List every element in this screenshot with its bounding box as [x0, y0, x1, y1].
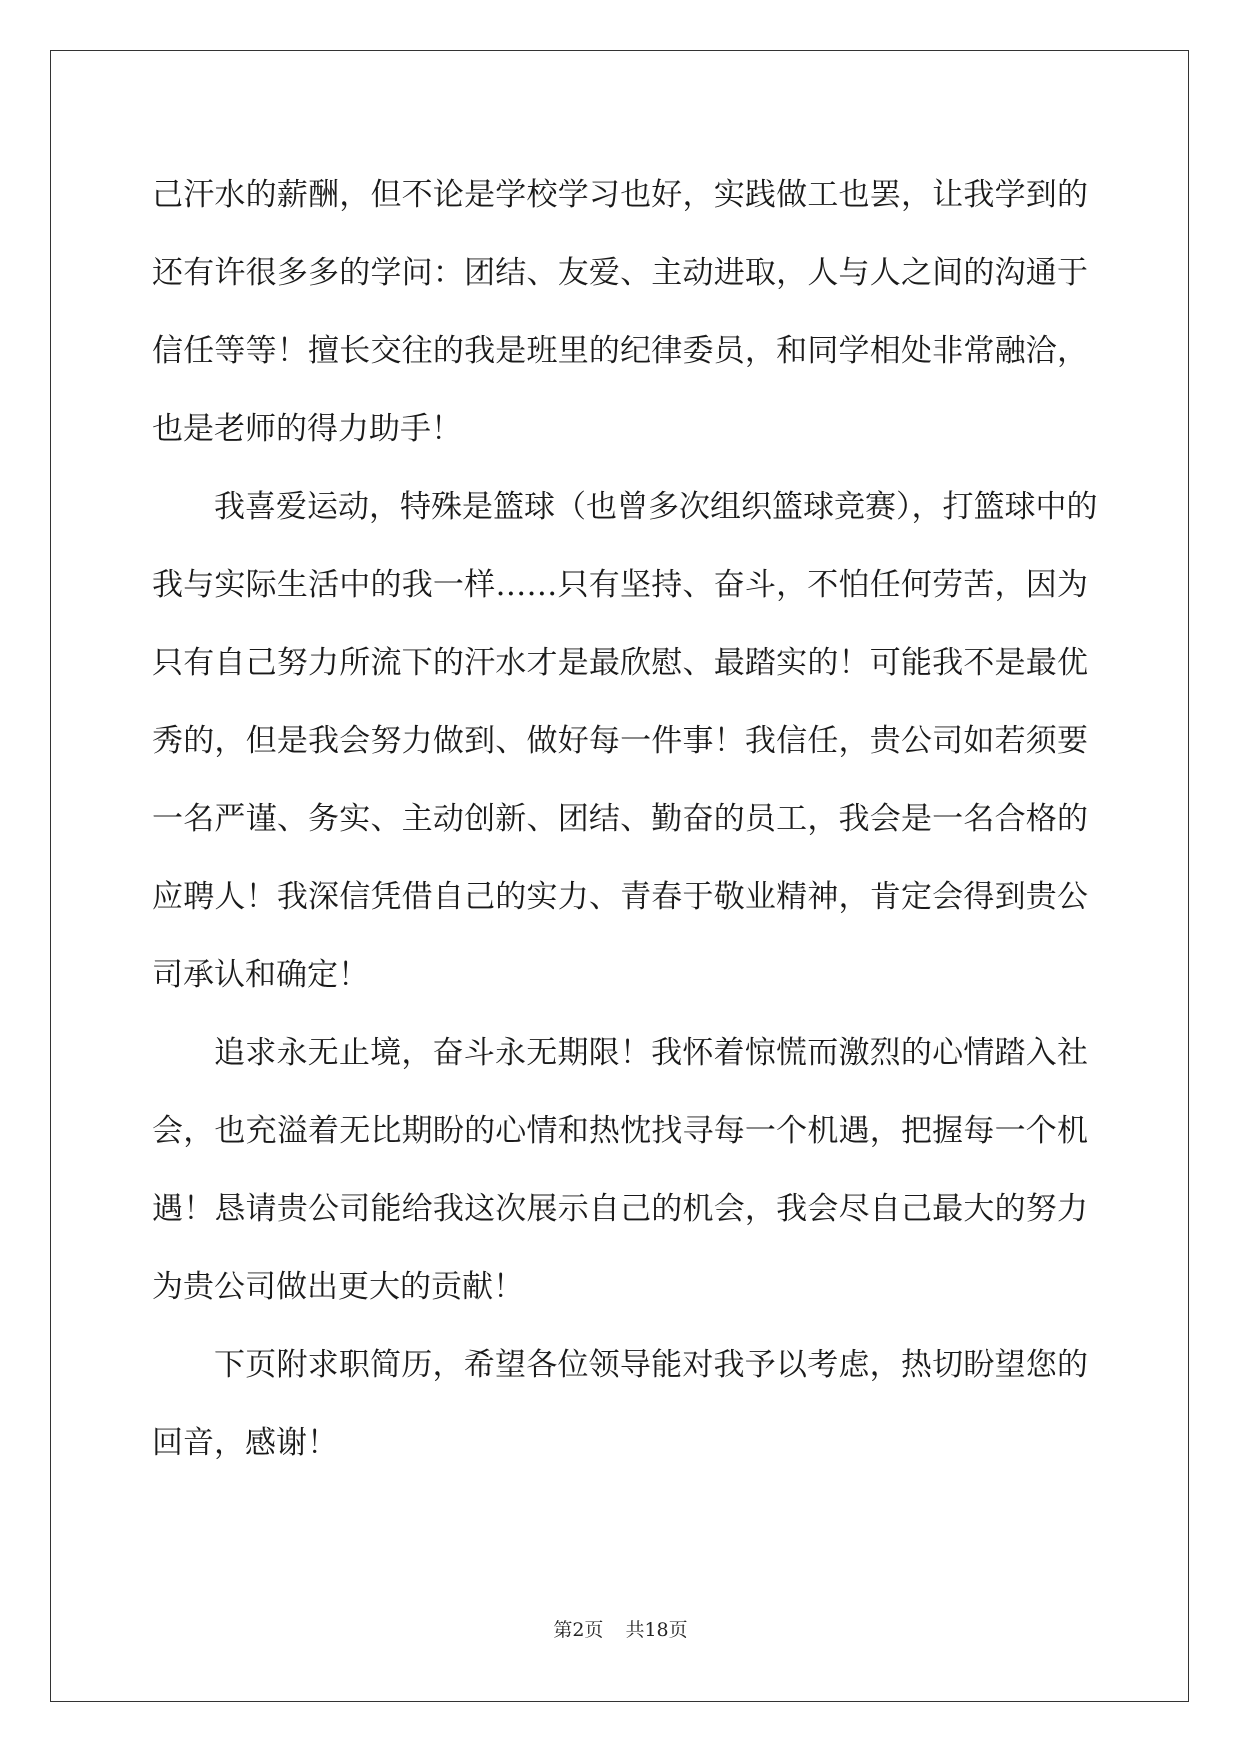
text-line: 司承认和确定！	[152, 957, 369, 993]
page-footer	[0, 1615, 1241, 1642]
text-line: 为贵公司做出更大的贡献！	[152, 1269, 524, 1305]
page-total: 共18页	[625, 1619, 688, 1641]
text-line: 只有自己努力所流下的汗水才是最欣慰、最踏实的！可能我不是最优	[152, 645, 1088, 681]
text-line: 己汗水的薪酬，但不论是学校学习也好，实践做工也罢，让我学到的	[152, 177, 1088, 213]
text-line: 会，也充溢着无比期盼的心情和热忱找寻每一个机遇，把握每一个机	[152, 1113, 1088, 1149]
document-body	[152, 156, 1098, 1482]
text-line: 追求永无止境，奋斗永无期限！我怀着惊慌而激烈的心情踏入社	[214, 1035, 1088, 1071]
text-line: 下页附求职简历，希望各位领导能对我予以考虑，热切盼望您的	[214, 1347, 1088, 1383]
text-line: 我喜爱运动，特殊是篮球（也曾多次组织篮球竞赛），打篮球中的	[214, 489, 1098, 525]
page-number: 第2页	[553, 1619, 604, 1641]
text-line: 遇！恳请贵公司能给我这次展示自己的机会，我会尽自己最大的努力	[152, 1191, 1088, 1227]
text-line: 回音，感谢！	[152, 1425, 338, 1461]
text-line: 信任等等！擅长交往的我是班里的纪律委员，和同学相处非常融洽，	[152, 333, 1088, 369]
text-line: 秀的，但是我会努力做到、做好每一件事！我信任，贵公司如若须要	[152, 723, 1088, 759]
text-line: 我与实际生活中的我一样……只有坚持、奋斗，不怕任何劳苦，因为	[152, 567, 1088, 603]
text-line: 一名严谨、务实、主动创新、团结、勤奋的员工，我会是一名合格的	[152, 801, 1088, 837]
text-line: 还有许很多多的学问：团结、友爱、主动进取，人与人之间的沟通于	[152, 255, 1088, 291]
text-line: 也是老师的得力助手！	[152, 411, 462, 447]
text-line: 应聘人！我深信凭借自己的实力、青春于敬业精神，肯定会得到贵公	[152, 879, 1088, 915]
